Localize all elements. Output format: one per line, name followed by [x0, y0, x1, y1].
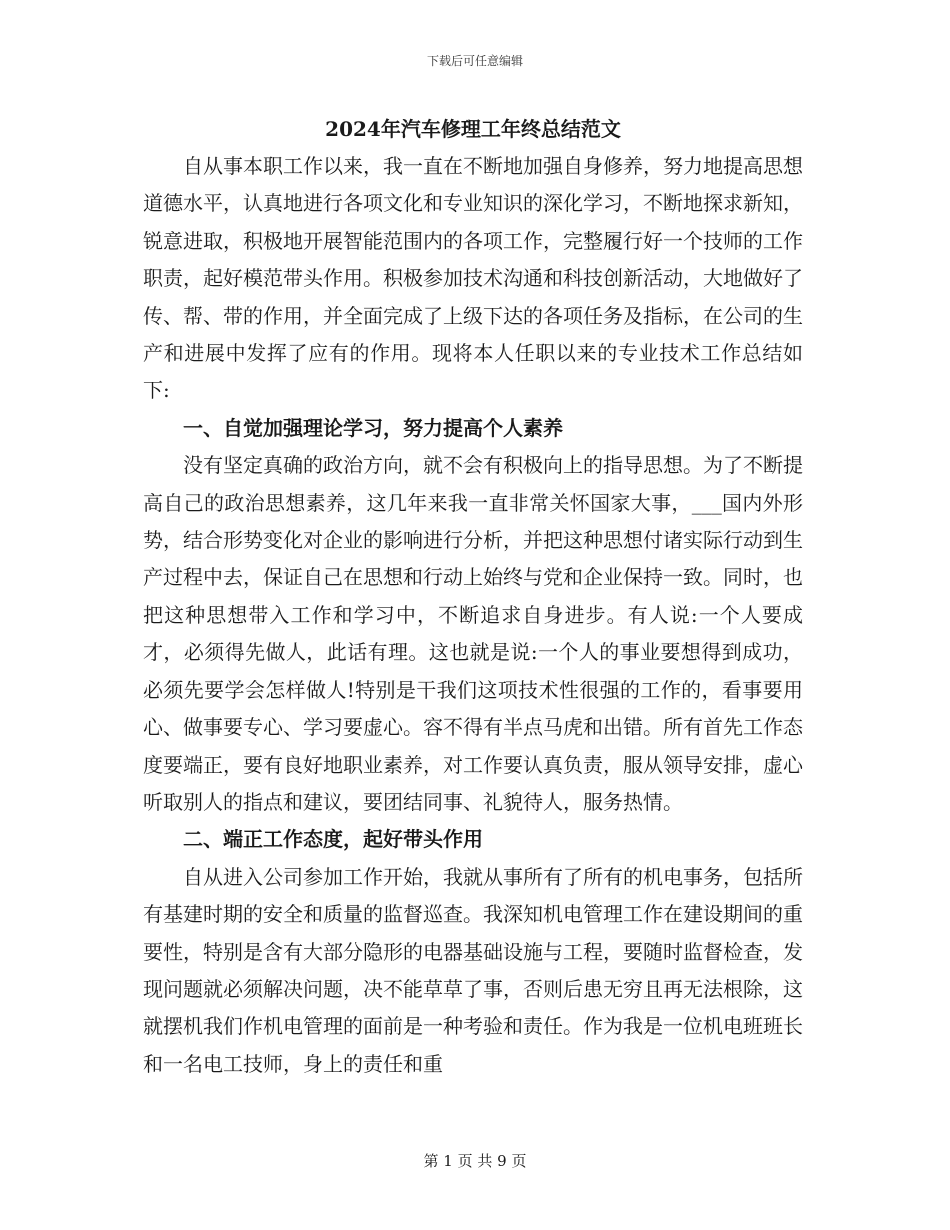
section-2-paragraph: 自从进入公司参加工作开始，我就从事所有了所有的机电事务，包括所有基建时期的安全和质量的监督巡查。我深知机电管理工作在建设期间的重要性，特别是含有大部分隐形的电器基础设施与工程，要随时监督检查，发现问题就必须解决问题，决不能草草了事，否则后患无穷且再无法根除，这就摆机我们作机电管理的面前是一种考验和责任。作为我是一位机电班班长和一名电工技师，身上的责任和重	[143, 864, 803, 1076]
document-body	[143, 110, 803, 1083]
document-title: 2024年汽车修理工年终总结范文	[325, 117, 621, 141]
section-2-heading: 二、端正工作态度，起好带头作用	[183, 827, 483, 852]
intro-paragraph: 自从事本职工作以来，我一直在不断地加强自身修养，努力地提高思想道德水平，认真地进行各项文化和专业知识的深化学习，不断地探求新知，锐意进取，积极地开展智能范围内的各项工作，完整履行好一个技师的工作职责，起好模范带头作用。积极参加技术沟通和科技创新活动，大地做好了传、帮、带的作用，并全面完成了上级下达的各项任务及指标，在公司的生产和进展中发挥了应有的作用。现将本人任职以来的专业技术工作总结如下:	[143, 154, 803, 403]
section-1-heading: 一、自觉加强理论学习，努力提高个人素养	[183, 415, 563, 440]
page-number: 第 1 页 共 9 页	[423, 1152, 527, 1170]
page-header-note: 下载后可任意编辑	[426, 54, 523, 68]
section-1-paragraph: 没有坚定真确的政治方向，就不会有积极向上的指导思想。为了不断提高自己的政治思想素养，这几年来我一直非常关怀国家大事，___国内外形势，结合形势变化对企业的影响进行分析，并把这种思想付诸实际行动到生产过程中去，保证自己在思想和行动上始终与党和企业保持一致。同时，也把这种思想带入工作和学习中，不断追求自身进步。有人说:一个人要成才，必须得先做人，此话有理。这也就是说:一个人的事业要想得到成功，必须先要学会怎样做人!特别是干我们这项技术性很强的工作的，看事要用心、做事要专心、学习要虚心。容不得有半点马虎和出错。所有首先工作态度要端正，要有良好地职业素养，对工作要认真负责，服从领导安排，虚心听取别人的指点和建议，要团结同事、礼貌待人，服务热情。	[143, 453, 803, 814]
